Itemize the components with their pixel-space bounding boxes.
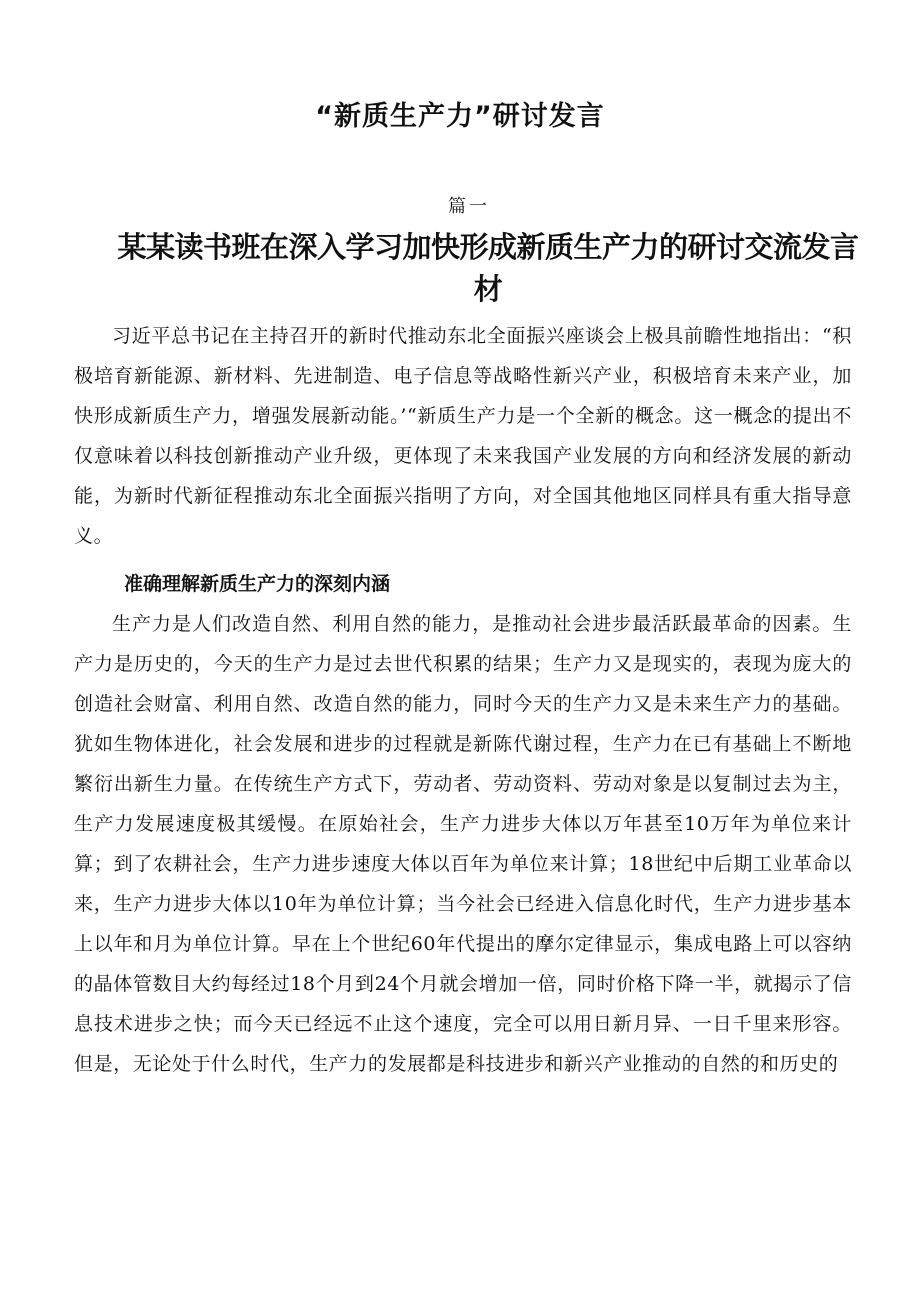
- section-label: 篇一: [448, 196, 490, 217]
- article-title: 某某读书班在深入学习加快形成新质生产力的研讨交流发言材: [117, 230, 859, 306]
- body-paragraph-2: 生产力是人们改造自然、利用自然的能力，是推动社会进步最活跃最革命的因素。生产力是历史的，今天的生产力是过去世代积累的结果；生产力又是现实的，表现为庞大的创造社会财富、利用自然、改造自然的能力，同时今天的生产力又是未来生产力的基础。犹如生物体进化，社会发展和进步的过程就是新陈代谢过程，生产力在已有基础上不断地繁衍出新生力量。在传统生产方式下，劳动者、劳动资料、劳动对象是以复制过去为主，生产力发展速度极其缓慢。在原始社会，生产力进步大体以万年甚至10万年为单位来计算；到了农耕社会，生产力进步速度大体以百年为单位来计算；18世纪中后期工业革命以来，生产力进步大体以10年为单位计算；当今社会已经进入信息化时代，生产力进步基本上以年和月为单位计算。早在上个世纪60年代提出的摩尔定律显示，集成电路上可以容纳的晶体管数目大约每经过18个月到24个月就会增加一倍，同时价格下降一半，就揭示了信息技术进步之快；而今天已经远不止这个速度，完全可以用日新月异、一日千里来形容。但是，无论处于什么时代，生产力的发展都是科技进步和新兴产业推动的自然的和历史的: [74, 613, 852, 1075]
- document-body: [74, 316, 852, 1084]
- section-subheading: 准确理解新质生产力的深刻内涵: [124, 573, 391, 595]
- document-title: “新质生产力”研讨发言: [315, 101, 605, 132]
- body-paragraph-1: 习近平总书记在主持召开的新时代推动东北全面振兴座谈会上极具前瞻性地指出：“积极培育新能源、新材料、先进制造、电子信息等战略性新兴产业，积极培育未来产业，加快形成新质生产力，增强发展新动能。’“新质生产力是一个全新的概念。这一概念的提出不仅意味着以科技创新推动产业升级，更体现了未来我国产业发展的方向和经济发展的新动能，为新时代新征程推动东北全面振兴指明了方向，对全国其他地区同样具有重大指导意义。: [74, 325, 852, 547]
